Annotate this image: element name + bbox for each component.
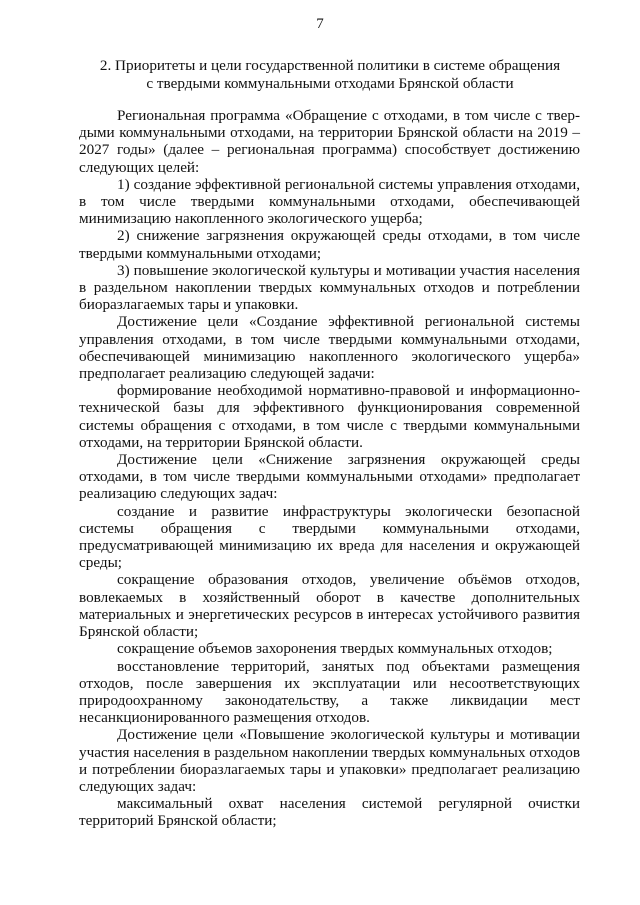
paragraph-task: восстановление территорий, занятых под объектами размещения отходов, после завершения их эксплуатации или несоответствующих природоохранному законодательству, а также ликвидации мест несанкционированного размещения отходов. [79, 657, 580, 727]
section-heading [80, 57, 580, 92]
paragraph-task: сокращение образования отходов, увеличение объёмов отходов, вовлекаемых в хозяйственный оборот в качестве дополнительных материальных и энергетических ресурсов в интересах устойчивого развития Брянской области; [79, 571, 580, 641]
paragraph-goal-3-achievement: Достижение цели «Повышение экологической культуры и мотивации участия населения в раздельном накоплении твердых коммунальных отходов и потреблении биоразлагаемых тары и упаковки» предполагает реализацию следующих задач: [79, 726, 580, 795]
paragraph-task: формирование необходимой нормативно-правовой и информационно-технической базы для эффективного функционирования современной системы обращения с отходами, в том числе с твердыми коммунальными отходами, на территории Брянской области. [79, 382, 580, 451]
paragraph-goal-3: 3) повышение экологической культуры и мотивации участия населения в раздельном накоплении твердых коммунальных отходов и потреблении биоразлагаемых тары и упаковки. [79, 261, 580, 314]
paragraph-task: максимальный охват населения системой регулярной очистки территорий Брянской области; [79, 795, 580, 830]
paragraph-goal-1-achievement: Достижение цели «Создание эффективной региональной системы управления отходами, в том числе твердыми коммунальными отходами, обеспечивающей минимизацию накопленного экологического ущерба» предполагает реализацию следующей задачи: [79, 313, 580, 383]
section-heading-line-2: с твердыми коммунальными отходами Брянской области [146, 74, 514, 92]
body-text [79, 107, 580, 830]
paragraph-goal-2: 2) снижение загрязнения окружающей среды отходами, в том числе твердыми коммунальными отходами; [79, 227, 580, 262]
paragraph-goal-2-achievement: Достижение цели «Снижение загрязнения окружающей среды отходами, в том числе твердыми коммунальными отходами» предполагает реализацию следующих задач: [79, 451, 580, 503]
page-number: 7 [316, 16, 324, 32]
paragraph-goal-1: 1) создание эффективной региональной системы управления отходами, в том числе твердыми коммунальными отходами, обеспечивающей минимизацию накопленного экологического ущерба; [79, 175, 580, 228]
paragraph-intro: Региональная программа «Обращение с отходами, в том числе с твердыми коммунальными отходами, на территории Брянской области на 2019 – 2027 годы» (далее – региональная программа) способствует достижению следующих целей: [79, 107, 580, 176]
section-heading-line-1: 2. Приоритеты и цели государственной политики в системе обращения [99, 57, 561, 74]
paragraph-task: создание и развитие инфраструктуры экологически безопасной системы обращения с твердыми коммунальными отходами, предусматривающей минимизацию их вреда для населения и окружающей среды; [79, 502, 580, 572]
paragraph-task: сокращение объемов захоронения твердых коммунальных отходов; [117, 640, 553, 658]
